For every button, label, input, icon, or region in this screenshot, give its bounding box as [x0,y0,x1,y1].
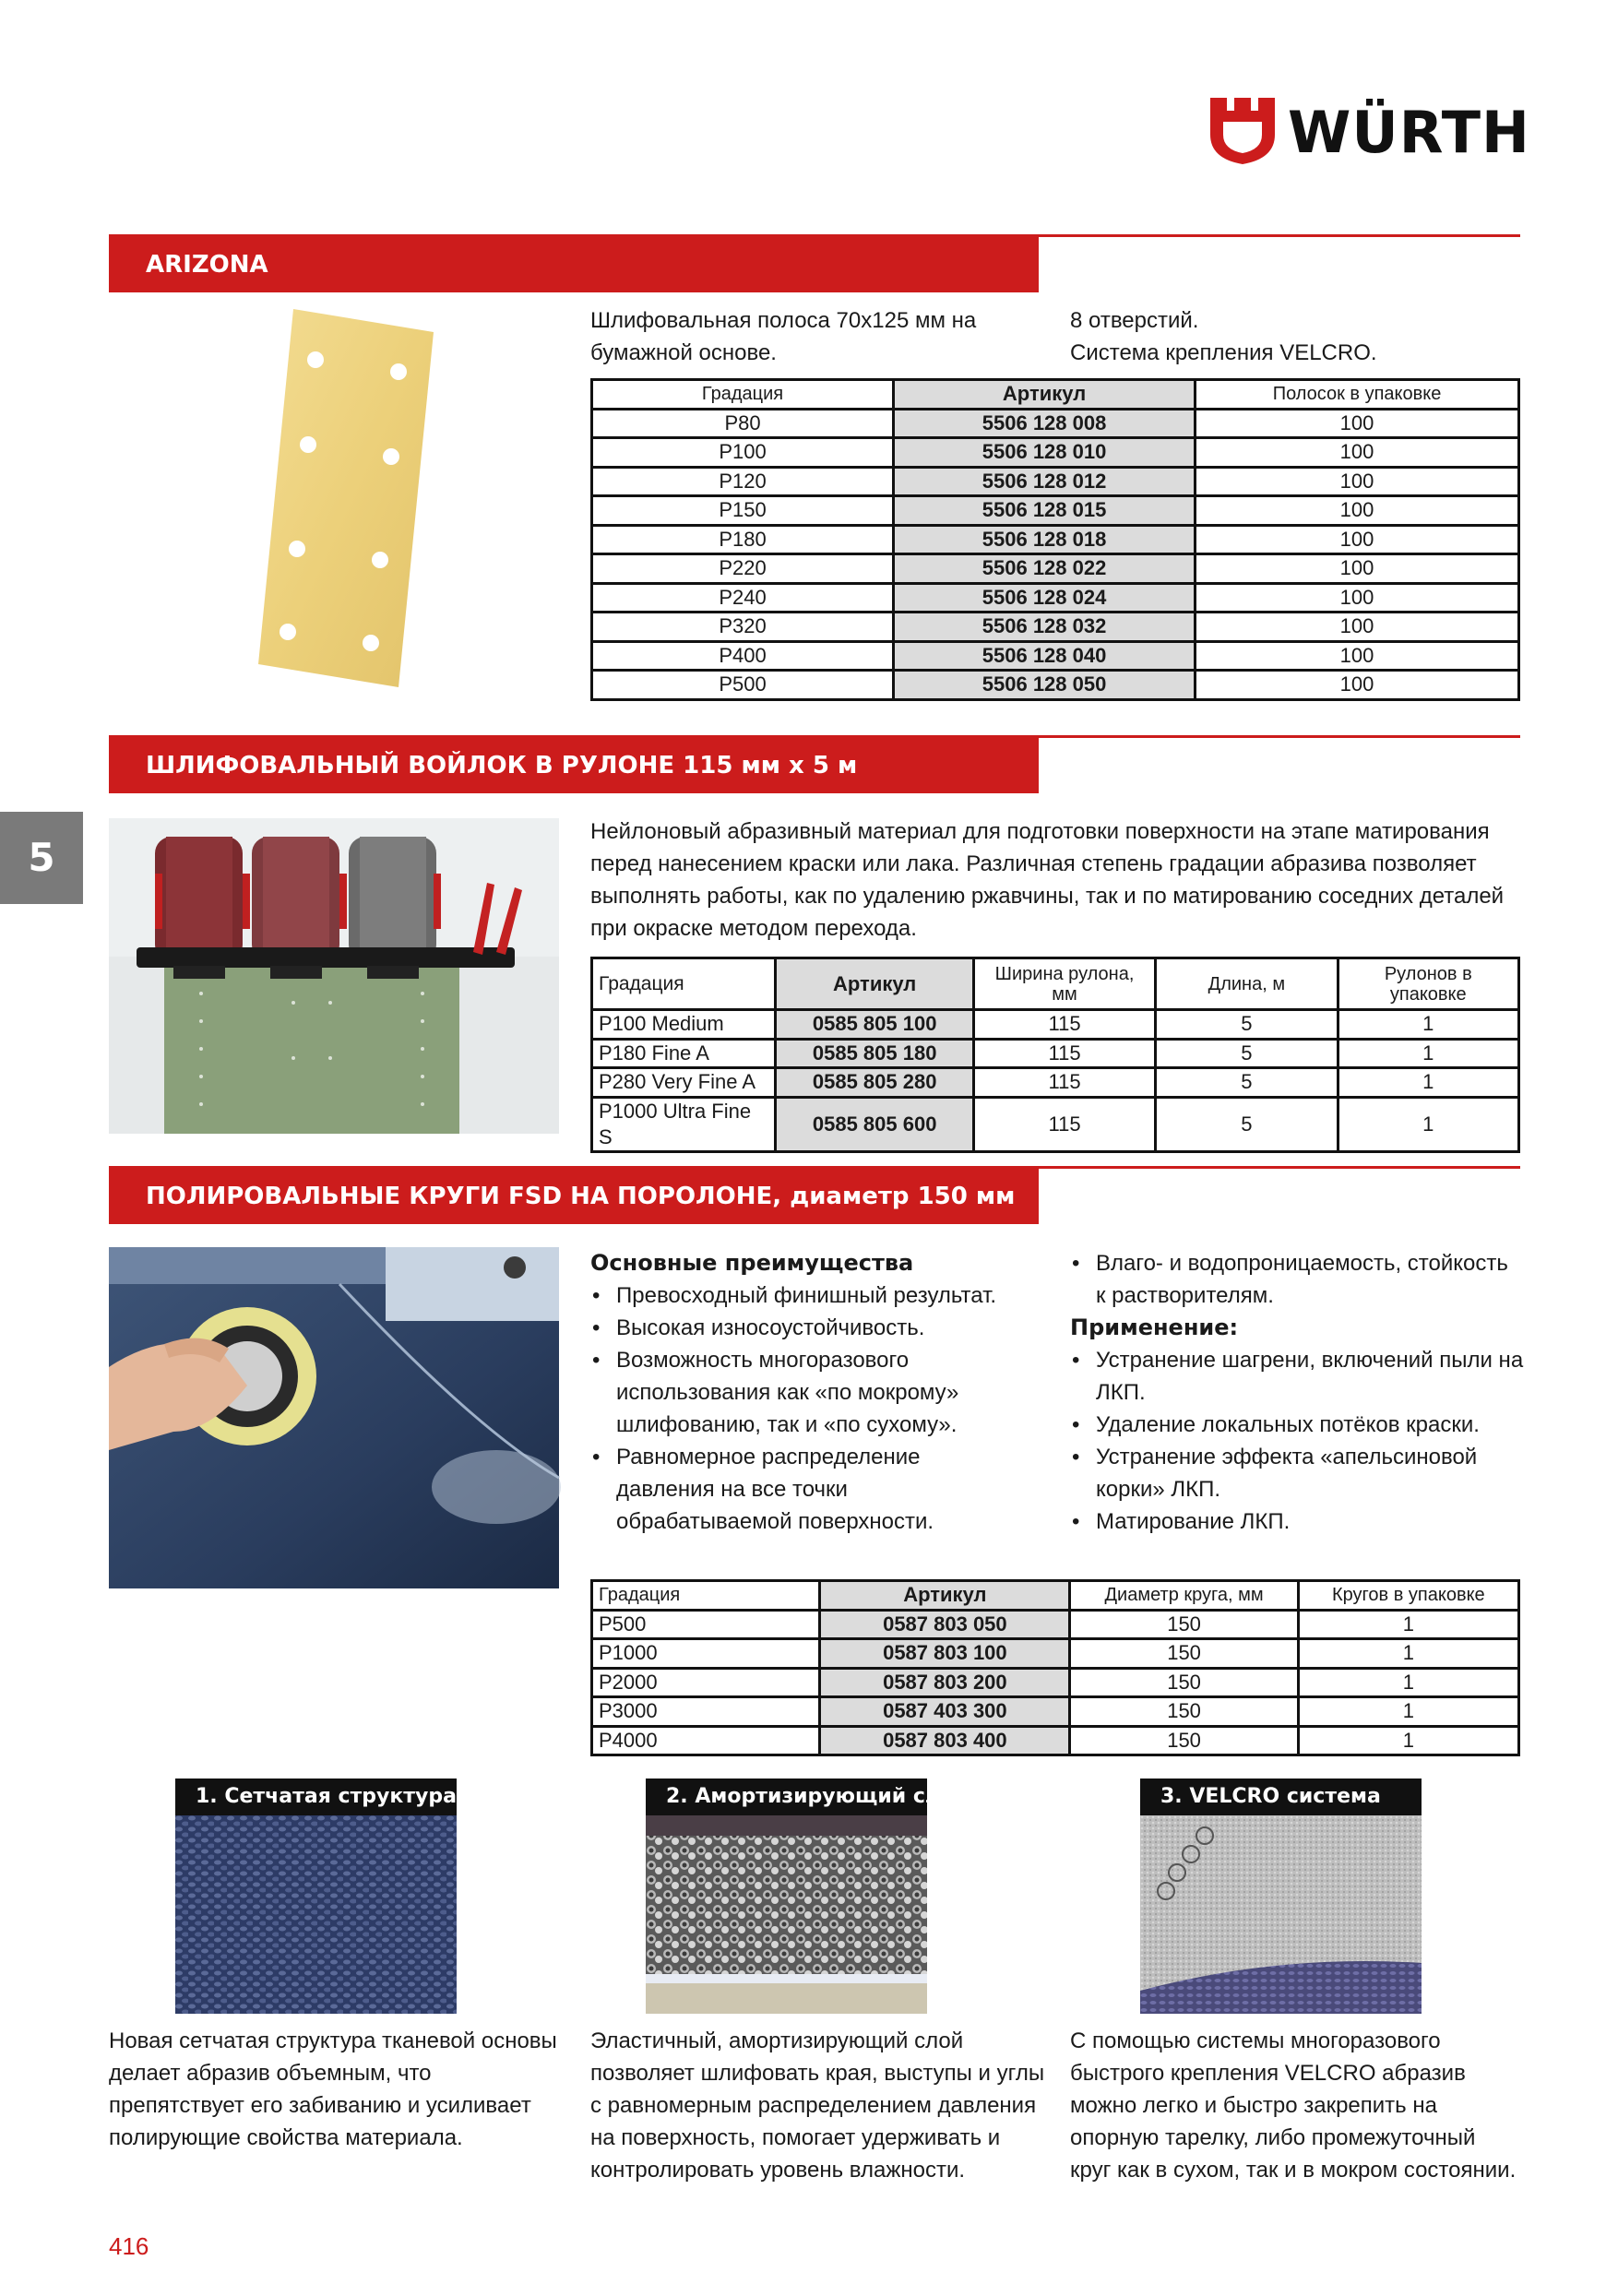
article-cell: 5506 128 040 [894,641,1196,671]
article-cell: 0585 805 600 [776,1097,973,1151]
polishing-pads-table [590,1579,1520,1756]
chapter-tab: 5 [0,812,83,904]
diameter-cell: 150 [1070,1697,1298,1727]
application-title: Применение: [1070,1315,1239,1340]
article-cell: 0587 803 200 [820,1668,1070,1697]
arizona-feature-holes: 8 отверстий. [1070,308,1199,333]
table-row [592,554,1519,584]
advantages-title: Основные преимущества [590,1250,914,1276]
quantity-cell: 1 [1298,1697,1518,1727]
column-header: Градация [592,1581,820,1611]
feature-label-velcro: 3. VELCRO система [1140,1779,1422,1815]
quantity-cell: 100 [1196,583,1519,613]
article-cell: 5506 128 015 [894,496,1196,526]
advantages-list-continued [1070,1247,1524,1312]
article-cell: 0585 805 100 [776,1010,973,1040]
column-header: Длина, м [1156,958,1338,1010]
table-row [592,1639,1519,1669]
table-header-row [592,958,1519,1010]
grade-cell: P400 [592,641,894,671]
diameter-cell: 150 [1070,1668,1298,1697]
column-header: Градация [592,958,776,1010]
grade-cell: P2000 [592,1668,820,1697]
table-row [592,583,1519,613]
column-header: Полосок в упаковке [1196,380,1519,410]
diameter-cell: 150 [1070,1726,1298,1755]
section-title-abrasive-roll: ШЛИФОВАЛЬНЫЙ ВОЙЛОК В РУЛОНЕ 115 мм х 5 м [109,738,1039,793]
table-row [592,409,1519,438]
quantity-cell: 1 [1298,1610,1518,1639]
grade-cell: P500 [592,1610,820,1639]
table-row [592,1726,1519,1755]
grade-cell: P3000 [592,1697,820,1727]
article-cell: 0587 803 400 [820,1726,1070,1755]
diameter-cell: 150 [1070,1639,1298,1669]
grade-cell: P320 [592,613,894,642]
table-header-row [592,380,1519,410]
application-block [1070,1247,1524,1538]
article-cell: 5506 128 008 [894,409,1196,438]
grade-cell: P80 [592,409,894,438]
list-item: • Влаго- и водопроницаемость, стойкость к растворителям. [1070,1247,1524,1312]
feature-label-mesh: 1. Сетчатая структура [175,1779,457,1815]
polishing-photo [109,1247,559,1588]
wurth-logo-icon [1210,98,1275,164]
width-cell: 115 [973,1039,1155,1068]
column-header: Артикул [776,958,973,1010]
diameter-cell: 150 [1070,1610,1298,1639]
table-row [592,1668,1519,1697]
quantity-cell: 100 [1196,438,1519,468]
feature-label-cushion: 2. Амортизирующий слой [646,1779,927,1815]
width-cell: 115 [973,1068,1155,1098]
abrasive-roll-description: Нейлоновый абразивный материал для подготовки поверхности на этапе матирования перед нанесением краски или лака. Различная степень градации абразива позволяет выполнять работы, как по удалению ржавчины, так и по матированию соседних деталей при окраске методом перехода. [590,819,1505,941]
quantity-cell: 1 [1338,1097,1518,1151]
grade-cell: P1000 [592,1639,820,1669]
grade-cell: P100 Medium [592,1010,776,1040]
quantity-cell: 100 [1196,496,1519,526]
grade-cell: P150 [592,496,894,526]
article-cell: 0585 805 180 [776,1039,973,1068]
table-row [592,1097,1519,1151]
length-cell: 5 [1156,1097,1338,1151]
table-row [592,1697,1519,1727]
quantity-cell: 100 [1196,641,1519,671]
advantages-list [590,1279,1052,1538]
quantity-cell: 100 [1196,525,1519,554]
application-list [1070,1344,1524,1538]
list-item: • Возможность многоразового использования как «по мокрому» шлифованию, так и «по сухому». [590,1344,1052,1441]
length-cell: 5 [1156,1039,1338,1068]
feature-text-cushion: Эластичный, амортизирующий слой позволяет шлифовать края, выступы и углы с равномерным распределением давления на поверхность, помогает удерживать и контролировать уровень влажности. [590,2028,1045,2183]
article-cell: 5506 128 012 [894,467,1196,496]
sanding-strip-image [249,309,443,687]
table-row [592,1010,1519,1040]
article-cell: 5506 128 018 [894,525,1196,554]
table-row [592,438,1519,468]
page-number: 416 [109,2232,149,2260]
column-header: Артикул [894,380,1196,410]
grade-cell: P180 Fine A [592,1039,776,1068]
grade-cell: P100 [592,438,894,468]
quantity-cell: 1 [1338,1039,1518,1068]
quantity-cell: 1 [1298,1668,1518,1697]
quantity-cell: 100 [1196,671,1519,700]
article-cell: 5506 128 010 [894,438,1196,468]
length-cell: 5 [1156,1068,1338,1098]
table-row [592,641,1519,671]
velcro-system-image [1140,1815,1422,2014]
table-row [592,525,1519,554]
quantity-cell: 1 [1298,1726,1518,1755]
article-cell: 5506 128 032 [894,613,1196,642]
section-title-arizona: ARIZONA [109,237,1039,292]
column-header: Кругов в упаковке [1298,1581,1518,1611]
grade-cell: P120 [592,467,894,496]
grade-cell: P180 [592,525,894,554]
article-cell: 0587 803 100 [820,1639,1070,1669]
table-row [592,1068,1519,1098]
list-item: • Матирование ЛКП. [1070,1505,1524,1538]
table-row [592,613,1519,642]
quantity-cell: 100 [1196,554,1519,584]
arizona-feature-velcro: Система крепления VELCRO. [1070,340,1377,365]
grade-cell: P4000 [592,1726,820,1755]
width-cell: 115 [973,1010,1155,1040]
list-item: • Удаление локальных потёков краски. [1070,1409,1524,1441]
column-header: Артикул [820,1581,1070,1611]
table-row [592,1610,1519,1639]
article-cell: 5506 128 024 [894,583,1196,613]
list-item: • Превосходный финишный результат. [590,1279,1052,1312]
table-row [592,671,1519,700]
arizona-description: Шлифовальная полоса 70х125 мм на бумажной основе. [590,308,977,365]
article-cell: 0587 403 300 [820,1697,1070,1727]
column-header: Рулонов в упаковке [1338,958,1518,1010]
grade-cell: P1000 Ultra Fine S [592,1097,776,1151]
list-item: • Устранение шагрени, включений пыли на ЛКП. [1070,1344,1524,1409]
quantity-cell: 100 [1196,409,1519,438]
quantity-cell: 100 [1196,467,1519,496]
table-row [592,1039,1519,1068]
article-cell: 5506 128 050 [894,671,1196,700]
table-row [592,467,1519,496]
article-cell: 0585 805 280 [776,1068,973,1098]
column-header: Диаметр круга, мм [1070,1581,1298,1611]
column-header: Градация [592,380,894,410]
brand-name: WÜRTH [1288,99,1530,166]
feature-text-velcro: С помощью системы многоразового быстрого крепления VELCRO абразив можно легко и быстро закрепить на опорную тарелку, либо промежуточный круг как в сухом, так и в мокром состоянии. [1070,2028,1517,2183]
list-item: • Высокая износоустойчивость. [590,1312,1052,1344]
abrasive-roll-table [590,957,1520,1153]
section-title-polishing-pads: ПОЛИРОВАЛЬНЫЕ КРУГИ FSD НА ПОРОЛОНЕ, диаметр 150 мм [109,1169,1039,1224]
width-cell: 115 [973,1097,1155,1151]
quantity-cell: 1 [1338,1068,1518,1098]
grade-cell: P500 [592,671,894,700]
list-item: • Равномерное распределение давления на все точки обрабатываемой поверхности. [590,1441,987,1538]
grade-cell: P240 [592,583,894,613]
quantity-cell: 100 [1196,613,1519,642]
arizona-table [590,378,1520,701]
grade-cell: P220 [592,554,894,584]
feature-text-mesh: Новая сетчатая структура тканевой основы делает абразив объемным, что препятствует его забиванию и усиливает полирующие свойства материала. [109,2028,557,2150]
column-header: Ширина рулона, мм [973,958,1155,1010]
abrasive-roll-holder-image [109,818,559,1134]
table-header-row [592,1581,1519,1611]
quantity-cell: 1 [1338,1010,1518,1040]
length-cell: 5 [1156,1010,1338,1040]
quantity-cell: 1 [1298,1639,1518,1669]
mesh-structure-image [175,1815,457,2014]
grade-cell: P280 Very Fine A [592,1068,776,1098]
article-cell: 0587 803 050 [820,1610,1070,1639]
wurth-logo [1210,96,1530,170]
cushion-layer-image [646,1815,927,2014]
article-cell: 5506 128 022 [894,554,1196,584]
advantages-block [590,1247,1052,1538]
table-row [592,496,1519,526]
list-item: • Устранение эффекта «апельсиновой корки» ЛКП. [1070,1441,1524,1505]
